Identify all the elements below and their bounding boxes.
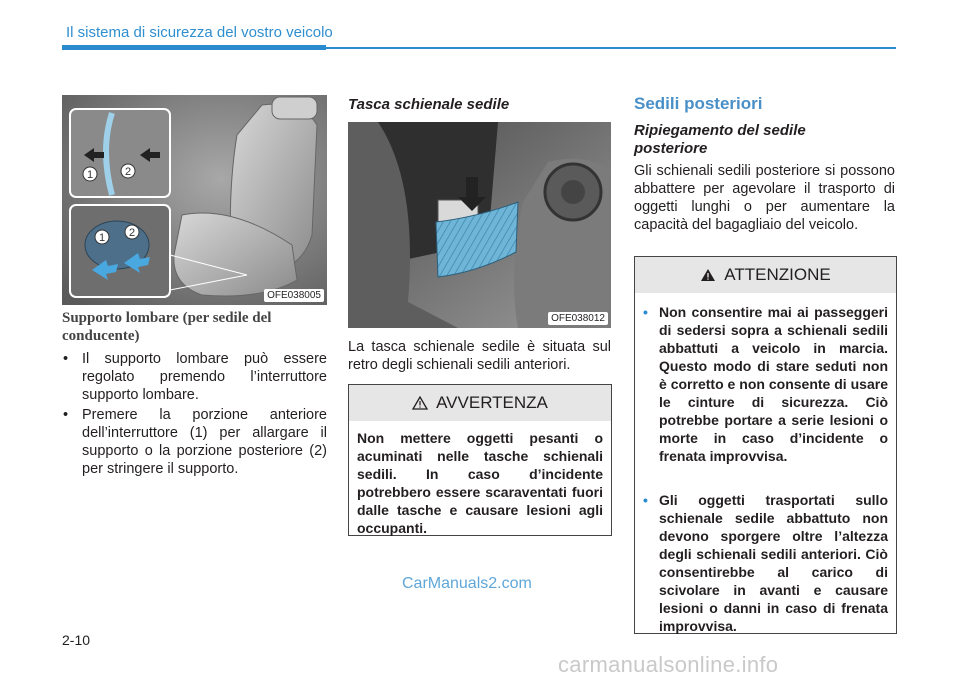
bullet-item: • Il supporto lombare può essere regolato premendo l’interruttore supporto lombare. xyxy=(63,351,327,403)
image-code: OFE038012 xyxy=(548,312,608,325)
caution-item-text: Gli oggetti trasportati sullo schienale sedile abbattuto non devono sporgere oltre l’altezza degli schienali sedili anteriori. Ciò consentirebbe al carico di scivolare in avanti e causare lesioni o danni in caso di frenata improvvisa. xyxy=(659,492,888,634)
warning-box xyxy=(348,384,612,536)
callout-2-bottom: 2 xyxy=(128,227,136,239)
callout-2-top: 2 xyxy=(124,166,132,178)
caution-item xyxy=(643,303,888,465)
caution-box xyxy=(634,256,897,634)
rear-seats-heading: Sedili posteriori xyxy=(634,94,763,113)
page-number: 2-10 xyxy=(62,632,91,648)
header-accent-bar xyxy=(62,45,326,50)
section-title: Il sistema di sicurezza del vostro veicolo xyxy=(66,24,333,41)
caution-header xyxy=(635,257,896,293)
warning-triangle-icon xyxy=(700,259,716,295)
seatback-pocket-illustration xyxy=(348,122,611,328)
caution-item xyxy=(643,491,888,635)
callout-1-bottom: 1 xyxy=(98,232,106,244)
warning-header xyxy=(349,385,611,421)
bullet-text: Il supporto lombare può essere regolato premendo l’interruttore supporto lombare. xyxy=(82,351,327,403)
caution-title: ATTENZIONE xyxy=(724,265,831,284)
lumbar-support-heading: Supporto lombare (per sedile del conducente) xyxy=(62,310,272,344)
warning-title: AVVERTENZA xyxy=(436,393,548,412)
bullet-text: Premere la porzione anteriore dell’interruttore (1) per allargare il supporto o la porzione posteriore (2) per stringere il supporto. xyxy=(82,407,327,477)
warning-triangle-icon xyxy=(412,387,428,423)
seatback-pocket-heading: Tasca schienale sedile xyxy=(348,96,510,113)
callout-1-top: 1 xyxy=(86,169,94,181)
image-code: OFE038005 xyxy=(264,289,324,302)
bullet-item: • Premere la porzione anteriore dell’interruttore (1) per allargare il supporto o la porzione posteriore (2) per stringere il supporto. xyxy=(63,407,327,477)
rear-seat-folding-heading: Ripiegamento del sedile posteriore xyxy=(634,122,806,157)
bullet-dot: • xyxy=(643,304,648,320)
caution-item-text: Non consentire mai ai passeggeri di sedersi sopra a schienali sedili abbattuti a veicolo in marcia. Questo modo di stare seduti non è corretto e non consente di usare le cinture di sicurezza. Ciò potrebbe portare a serie lesioni o morte in caso d’incidente o frenata improvvisa. xyxy=(659,304,888,464)
watermark: CarManuals2.com xyxy=(402,575,532,592)
warning-text: Non mettere oggetti pesanti o acuminati nelle tasche schienali sedili. In caso d’incidente potrebbero essere scaraventati fuori dalle tasche e causare lesioni agli occupanti. xyxy=(357,430,603,536)
lumbar-support-illustration xyxy=(62,95,327,305)
footer-watermark: carmanualsonline.info xyxy=(558,652,779,677)
rear-seat-text: Gli schienali sedili posteriore si possono abbattere per agevolare il trasporto di oggetti lunghi o per aumentare la capacità del bagagliaio del veicolo. xyxy=(634,163,895,233)
bullet-dot: • xyxy=(643,492,648,508)
header-rule xyxy=(326,47,896,49)
seatback-pocket-text: La tasca schienale sedile è situata sul retro degli schienali sedili anteriori. xyxy=(348,339,611,373)
